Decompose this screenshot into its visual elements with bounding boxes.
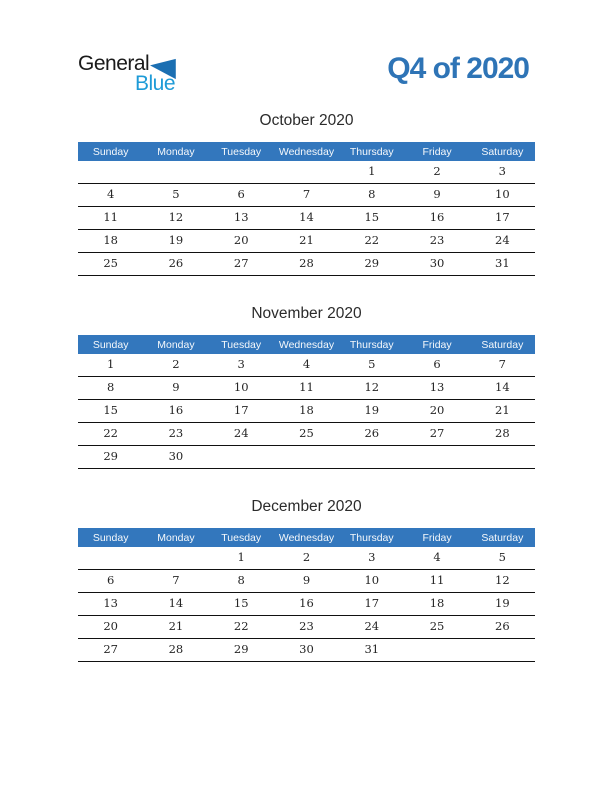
date-cell-21: 21	[168, 619, 184, 633]
date-cell-4: 4	[433, 550, 441, 564]
date-cell-28: 28	[299, 256, 314, 270]
month-title: October 2020	[259, 112, 354, 129]
date-cell-8: 8	[368, 187, 376, 201]
date-cell-21: 21	[299, 233, 314, 247]
week-row	[78, 377, 535, 400]
date-cell-30: 30	[168, 449, 184, 463]
week-row	[78, 639, 535, 662]
month-grid	[78, 335, 535, 469]
date-cell-20: 20	[429, 403, 445, 417]
month-grid	[78, 142, 535, 276]
date-cell-9: 9	[302, 573, 311, 587]
date-cell-12: 12	[495, 573, 510, 587]
date-cell-14: 14	[495, 380, 510, 394]
week-row	[78, 570, 535, 593]
date-cell-12: 12	[364, 380, 380, 394]
general-blue-logo	[78, 53, 176, 95]
date-cell-empty	[470, 639, 535, 661]
weekday-header-wednesday: Wednesday	[278, 145, 335, 158]
date-cell-4: 4	[302, 357, 311, 371]
weekday-header-thursday: Thursday	[349, 338, 394, 351]
month-calendar	[78, 106, 535, 276]
date-cell-16: 16	[299, 596, 314, 610]
date-cell-6: 6	[433, 357, 441, 371]
date-cell-empty	[404, 639, 469, 661]
date-cell-27: 27	[103, 642, 118, 656]
weekday-header-friday: Friday	[422, 145, 452, 158]
date-cell-empty	[78, 161, 143, 183]
date-cell-31: 31	[495, 256, 510, 270]
date-cell-26: 26	[168, 256, 184, 270]
date-cell-22: 22	[103, 426, 118, 440]
date-cell-8: 8	[237, 573, 245, 587]
weekday-header-monday: Monday	[157, 145, 195, 158]
date-cell-16: 16	[429, 210, 445, 224]
date-cell-15: 15	[103, 403, 118, 417]
weekday-header-wednesday: Wednesday	[278, 338, 335, 351]
weekday-header-saturday: Saturday	[481, 145, 524, 158]
date-cell-23: 23	[168, 426, 184, 440]
date-cell-24: 24	[364, 619, 380, 633]
weekday-header-saturday: Saturday	[481, 338, 524, 351]
date-cell-11: 11	[429, 573, 445, 587]
date-cell-2: 2	[433, 164, 441, 178]
date-cell-2: 2	[172, 357, 180, 371]
weekday-header-friday: Friday	[422, 338, 452, 351]
month-grid	[78, 528, 535, 662]
date-cell-5: 5	[172, 187, 180, 201]
week-row	[78, 184, 535, 207]
week-row	[78, 207, 535, 230]
date-cell-5: 5	[498, 550, 506, 564]
date-cell-3: 3	[237, 357, 245, 371]
date-cell-15: 15	[233, 596, 249, 610]
weekday-header-monday: Monday	[157, 338, 195, 351]
week-row	[78, 423, 535, 446]
date-cell-10: 10	[364, 573, 380, 587]
date-cell-18: 18	[299, 403, 314, 417]
date-cell-30: 30	[299, 642, 314, 656]
weekday-header-sunday: Sunday	[92, 338, 129, 351]
logo-text-blue: Blue	[134, 72, 175, 95]
date-cell-27: 27	[429, 426, 445, 440]
date-cell-empty	[339, 446, 404, 468]
date-cell-28: 28	[495, 426, 510, 440]
date-cell-19: 19	[364, 403, 380, 417]
date-cell-20: 20	[233, 233, 249, 247]
date-cell-18: 18	[429, 596, 445, 610]
date-cell-26: 26	[495, 619, 510, 633]
date-cell-26: 26	[364, 426, 380, 440]
date-cell-27: 27	[233, 256, 249, 270]
date-cell-24: 24	[233, 426, 249, 440]
date-cell-17: 17	[233, 403, 249, 417]
date-cell-3: 3	[498, 164, 506, 178]
weekday-header-wednesday: Wednesday	[278, 531, 335, 544]
date-cell-11: 11	[103, 210, 118, 224]
date-cell-empty	[404, 446, 469, 468]
month-title: December 2020	[251, 498, 362, 515]
date-cell-31: 31	[364, 642, 380, 656]
date-cell-1: 1	[237, 550, 245, 564]
month-calendar	[78, 492, 535, 662]
date-cell-1: 1	[368, 164, 376, 178]
weekday-header-thursday: Thursday	[349, 531, 394, 544]
date-cell-25: 25	[429, 619, 445, 633]
logo-text-general: General	[78, 52, 150, 75]
date-cell-23: 23	[429, 233, 445, 247]
week-row	[78, 161, 535, 184]
weekday-header-friday: Friday	[422, 531, 452, 544]
date-cell-empty	[209, 161, 274, 183]
weekday-header-row	[78, 528, 535, 547]
week-row	[78, 354, 535, 377]
date-cell-10: 10	[233, 380, 249, 394]
date-cell-empty	[274, 161, 339, 183]
date-cell-1: 1	[106, 357, 115, 371]
week-row	[78, 616, 535, 639]
date-cell-17: 17	[495, 210, 510, 224]
date-cell-25: 25	[103, 256, 118, 270]
date-cell-7: 7	[172, 573, 180, 587]
date-cell-empty	[470, 446, 535, 468]
date-cell-13: 13	[103, 596, 118, 610]
date-cell-9: 9	[172, 380, 180, 394]
date-cell-empty	[143, 547, 208, 569]
date-cell-2: 2	[302, 550, 311, 564]
week-row	[78, 230, 535, 253]
weekday-header-tuesday: Tuesday	[221, 531, 262, 544]
date-cell-7: 7	[302, 187, 311, 201]
date-cell-19: 19	[495, 596, 510, 610]
date-cell-24: 24	[495, 233, 510, 247]
date-cell-29: 29	[103, 449, 118, 463]
date-cell-4: 4	[106, 187, 115, 201]
date-cell-23: 23	[299, 619, 314, 633]
date-cell-30: 30	[429, 256, 445, 270]
date-cell-14: 14	[299, 210, 314, 224]
weekday-header-thursday: Thursday	[349, 145, 394, 158]
date-cell-14: 14	[168, 596, 184, 610]
date-cell-7: 7	[498, 357, 506, 371]
weekday-header-monday: Monday	[157, 531, 195, 544]
date-cell-16: 16	[168, 403, 184, 417]
week-row	[78, 446, 535, 469]
weekday-header-sunday: Sunday	[92, 145, 129, 158]
date-cell-22: 22	[233, 619, 249, 633]
date-cell-8: 8	[106, 380, 115, 394]
date-cell-21: 21	[495, 403, 510, 417]
date-cell-3: 3	[368, 550, 376, 564]
date-cell-empty	[143, 161, 208, 183]
month-title: November 2020	[251, 305, 362, 322]
date-cell-empty	[209, 446, 274, 468]
date-cell-11: 11	[299, 380, 314, 394]
weekday-header-saturday: Saturday	[481, 531, 524, 544]
date-cell-29: 29	[364, 256, 380, 270]
week-row	[78, 593, 535, 616]
week-row	[78, 253, 535, 276]
date-cell-18: 18	[103, 233, 118, 247]
weekday-header-tuesday: Tuesday	[221, 338, 262, 351]
date-cell-20: 20	[103, 619, 118, 633]
date-cell-5: 5	[368, 357, 376, 371]
quarter-title: Q4 of 2020	[387, 52, 529, 85]
date-cell-25: 25	[299, 426, 314, 440]
date-cell-6: 6	[106, 573, 115, 587]
date-cell-15: 15	[364, 210, 380, 224]
date-cell-10: 10	[495, 187, 510, 201]
weekday-header-row	[78, 142, 535, 161]
date-cell-13: 13	[429, 380, 445, 394]
weekday-header-row	[78, 335, 535, 354]
date-cell-9: 9	[433, 187, 441, 201]
week-row	[78, 400, 535, 423]
date-cell-22: 22	[364, 233, 380, 247]
date-cell-6: 6	[237, 187, 245, 201]
date-cell-17: 17	[364, 596, 380, 610]
date-cell-29: 29	[233, 642, 249, 656]
date-cell-12: 12	[168, 210, 184, 224]
date-cell-empty	[274, 446, 339, 468]
month-calendar	[78, 299, 535, 469]
logo-bottom-row	[78, 73, 176, 95]
weekday-header-tuesday: Tuesday	[221, 145, 262, 158]
date-cell-13: 13	[233, 210, 249, 224]
date-cell-empty	[78, 547, 143, 569]
week-row	[78, 547, 535, 570]
date-cell-19: 19	[168, 233, 184, 247]
date-cell-28: 28	[168, 642, 184, 656]
weekday-header-sunday: Sunday	[92, 531, 129, 544]
